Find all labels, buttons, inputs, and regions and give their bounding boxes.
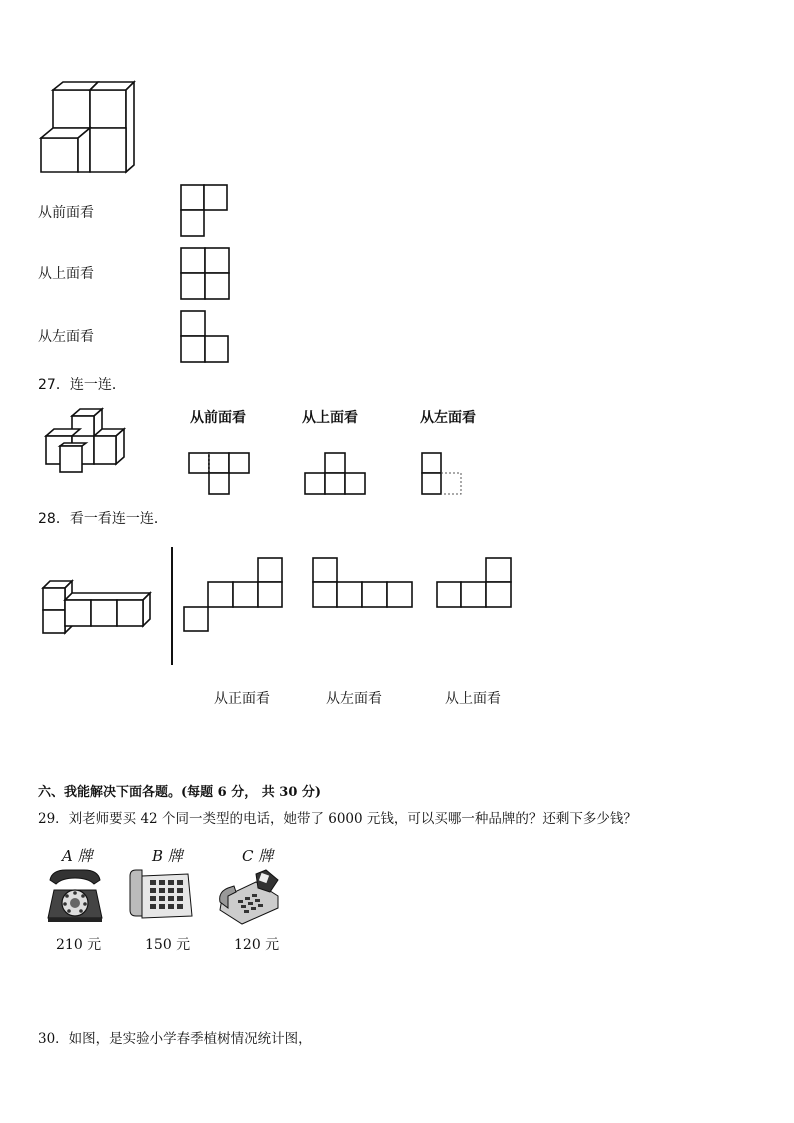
q28-label-top: 从上面看	[445, 691, 501, 707]
q27-shape-3	[421, 452, 465, 498]
q26-front-label: 从前面看	[38, 205, 94, 221]
q26-front-view	[180, 184, 230, 238]
q30-text: 30．如图，是实验小学春季植树情况统计图，	[38, 1031, 312, 1047]
rotary-phone-icon	[46, 868, 104, 924]
q26-top-label: 从上面看	[38, 266, 94, 282]
modern-phone-icon	[216, 868, 284, 926]
q29-price-b: 150 元	[145, 937, 191, 953]
q28-shape-1	[183, 557, 285, 633]
q28-shape-3	[436, 557, 516, 611]
q28-divider	[171, 547, 173, 665]
section6-heading: 六、我能解决下面各题。(每题 6 分， 共 30 分)	[38, 785, 322, 800]
q29-brand-b: B 牌	[152, 847, 183, 865]
q28-label-left: 从左面看	[326, 691, 382, 707]
q29-brand-a: A 牌	[62, 847, 93, 865]
q29-price-a: 210 元	[56, 937, 102, 953]
q27-cube-figure	[44, 406, 126, 476]
q28-shape-2	[312, 557, 416, 611]
q27-label-front: 从前面看	[190, 410, 246, 426]
q26-left-label: 从左面看	[38, 329, 94, 345]
q28-title: 28．看一看连一连．	[38, 511, 168, 527]
q28-label-front: 从正面看	[214, 691, 270, 707]
q27-shape-1	[188, 452, 252, 498]
q26-cube-figure	[38, 80, 133, 175]
q27-label-top: 从上面看	[302, 410, 358, 426]
q27-shape-2	[304, 452, 368, 498]
q28-cube-figure	[42, 580, 154, 636]
q29-price-c: 120 元	[234, 937, 280, 953]
q29-brand-c: C 牌	[242, 847, 274, 865]
keypad-phone-icon	[128, 868, 194, 924]
q27-label-left: 从左面看	[420, 410, 476, 426]
q27-title: 27．连一连．	[38, 377, 126, 393]
q26-top-view	[180, 247, 232, 301]
q26-left-view	[180, 310, 232, 364]
q29-text: 29．刘老师要买 42 个同一类型的电话，她带了 6000 元钱，可以买哪一种品牌的？还剩下多少钱？	[38, 811, 637, 827]
